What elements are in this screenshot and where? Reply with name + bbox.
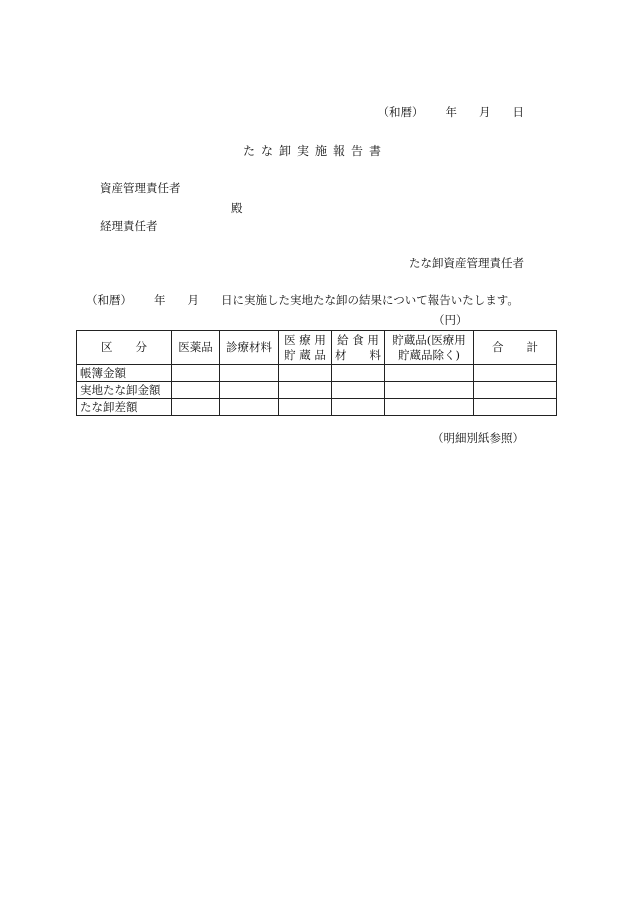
row-label: 帳簿金額 [77, 365, 172, 382]
header-medical-materials: 診療材料 [220, 331, 279, 365]
date-day: 日 [512, 105, 524, 119]
reporter: たな卸資産管理責任者 [409, 256, 524, 270]
date-era: （和暦） [377, 105, 424, 119]
table-cell [220, 365, 279, 382]
inventory-table [76, 330, 557, 416]
table-row [77, 365, 557, 382]
table-cell [385, 382, 474, 399]
header-other-supplies: 貯蔵品(医療用 貯蔵品除く) [385, 331, 474, 365]
header-food-materials: 給 食 用 材 料 [332, 331, 385, 365]
table-cell [220, 399, 279, 416]
header-medical-supplies: 医 療 用 貯 蔵 品 [279, 331, 332, 365]
row-label: 実地たな卸金額 [77, 382, 172, 399]
addressee-honorific: 殿 [231, 201, 243, 215]
header-pharmaceuticals: 医薬品 [172, 331, 220, 365]
table-cell [279, 365, 332, 382]
reference-note: （明細別紙参照） [432, 431, 524, 445]
statement-era: （和暦） [86, 293, 132, 307]
table-cell [332, 399, 385, 416]
table-cell [474, 399, 557, 416]
table-cell [332, 365, 385, 382]
addressee-accounting-manager: 経理責任者 [100, 219, 158, 233]
header-category: 区 分 [77, 331, 172, 365]
table-header-row [77, 331, 557, 365]
table-cell [385, 399, 474, 416]
statement-year: 年 [154, 293, 166, 307]
row-label: たな卸差額 [77, 399, 172, 416]
table-cell [279, 399, 332, 416]
table-cell [474, 365, 557, 382]
document-title: たな卸実施報告書 [242, 144, 387, 158]
report-statement [86, 292, 519, 308]
date-month: 月 [479, 105, 491, 119]
table-row [77, 399, 557, 416]
currency-unit: （円） [433, 313, 468, 327]
statement-rest: 日に実施した実地たな卸の結果について報告いたします。 [221, 293, 519, 307]
date-year: 年 [445, 105, 457, 119]
table-cell [474, 382, 557, 399]
table-cell [172, 365, 220, 382]
statement-month: 月 [187, 293, 199, 307]
table-cell [172, 399, 220, 416]
table-cell [220, 382, 279, 399]
date-line [378, 104, 525, 120]
table-row [77, 382, 557, 399]
addressee-asset-manager: 資産管理責任者 [100, 181, 181, 195]
table-cell [385, 365, 474, 382]
table-cell [279, 382, 332, 399]
header-total: 合 計 [474, 331, 557, 365]
table-cell [172, 382, 220, 399]
table-cell [332, 382, 385, 399]
